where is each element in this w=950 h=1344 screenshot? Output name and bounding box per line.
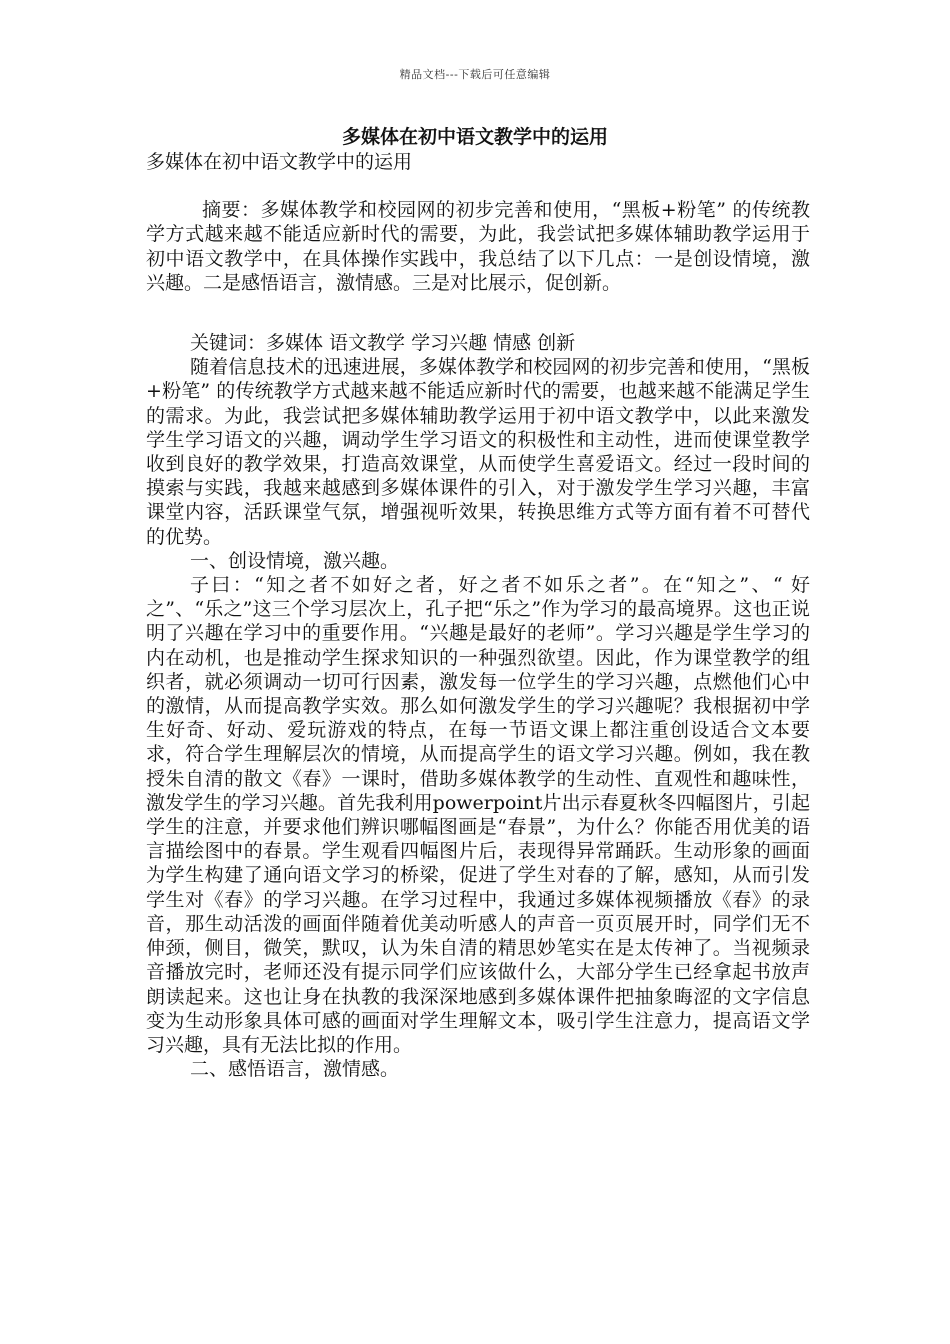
document-title: 多媒体在初中语文教学中的运用: [341, 126, 608, 148]
document-body: [146, 150, 810, 1081]
header-note: 精品文档---下载后可任意编辑: [399, 68, 551, 81]
abstract-paragraph: 摘要：多媒体教学和校园网的初步完善和使用，“黑板+粉笔” 的传统教学方式越来越不能适应新时代的需要，为此，我尝试把多媒体辅助教学运用于初中语文教学中，在具体操作实践中，我总结了以下几点：一是创设情境，激兴趣。二是感悟语言，激情感。三是对比展示，促创新。: [146, 199, 810, 294]
section-heading-1: 一、创设情境，激兴趣。: [190, 549, 400, 572]
keywords-line: 关键词：多媒体 语文教学 学习兴趣 情感 创新: [190, 332, 576, 355]
intro-paragraph: 随着信息技术的迅速进展，多媒体教学和校园网的初步完善和使用，“黑板+粉笔” 的传统教学方式越来越不能适应新时代的需要，也越来越不能满足学生的需求。为此，我尝试把多媒体辅助教学运用于初中语文教学中，以此来激发学生学习语文的兴趣，调动学生学习语文的积极性和主动性，进而使课堂教学收到良好的教学效果，打造高效课堂，从而使学生喜爱语文。经过一段时间的摸索与实践，我越来越感到多媒体课件的引入，对于激发学生学习兴趣，丰富课堂内容，活跃课堂气氛，增强视听效果，转换思维方式等方面有着不可替代的优势。: [146, 356, 810, 548]
document-subtitle: 多媒体在初中语文教学中的运用: [146, 151, 413, 173]
section-heading-2: 二、感悟语言，激情感。: [190, 1058, 400, 1081]
section-1-paragraph: 子曰：“知之者不如好之者，好之者不如乐之者”。在“知之”、“ 好之”、“乐之”这三个学习层次上，孔子把“乐之”作为学习的最高境界。这也正说明了兴趣在学习中的重要作用。“兴趣是最好的老师”。学习兴趣是学生学习的内在动机，也是推动学生探求知识的一种强烈欲望。因此，作为课堂教学的组织者，就必须调动一切可行因素，激发每一位学生的学习兴趣，点燃他们心中的激情，从而提高教学实效。那么如何激发学生的学习兴趣呢？我根据初中学生好奇、好动、爱玩游戏的特点，在每一节语文课上都注重创设适合文本要求，符合学生理解层次的情境，从而提高学生的语文学习兴趣。例如，我在教授朱自清的散文《春》一课时，借助多媒体教学的生动性、直观性和趣味性，激发学生的学习兴趣。首先我利用powerpoint片出示春夏秋冬四幅图片，引起学生的注意，并要求他们辨识哪幅图画是“春景”，为什么？你能否用优美的语言描绘图中的春景。学生观看四幅图片后，表现得异常踊跃。生动形象的画面为学生构建了通向语文学习的桥梁，促进了学生对春的了解，感知，从而引发学生对《春》的学习兴趣。在学习过程中，我通过多媒体视频播放《春》的录音，那生动活泼的画面伴随着优美动听感人的声音一页页展开时，同学们无不伸颈，侧目，微笑，默叹，认为朱自清的精思妙笔实在是太传神了。当视频录音播放完时，老师还没有提示同学们应该做什么，大部分学生已经拿起书放声朗读起来。这也让身在执教的我深深地感到多媒体课件把抽象晦涩的文字信息变为生动形象具体可感的画面对学生理解文本，吸引学生注意力，提高语文学习兴趣，具有无法比拟的作用。: [146, 574, 810, 1056]
